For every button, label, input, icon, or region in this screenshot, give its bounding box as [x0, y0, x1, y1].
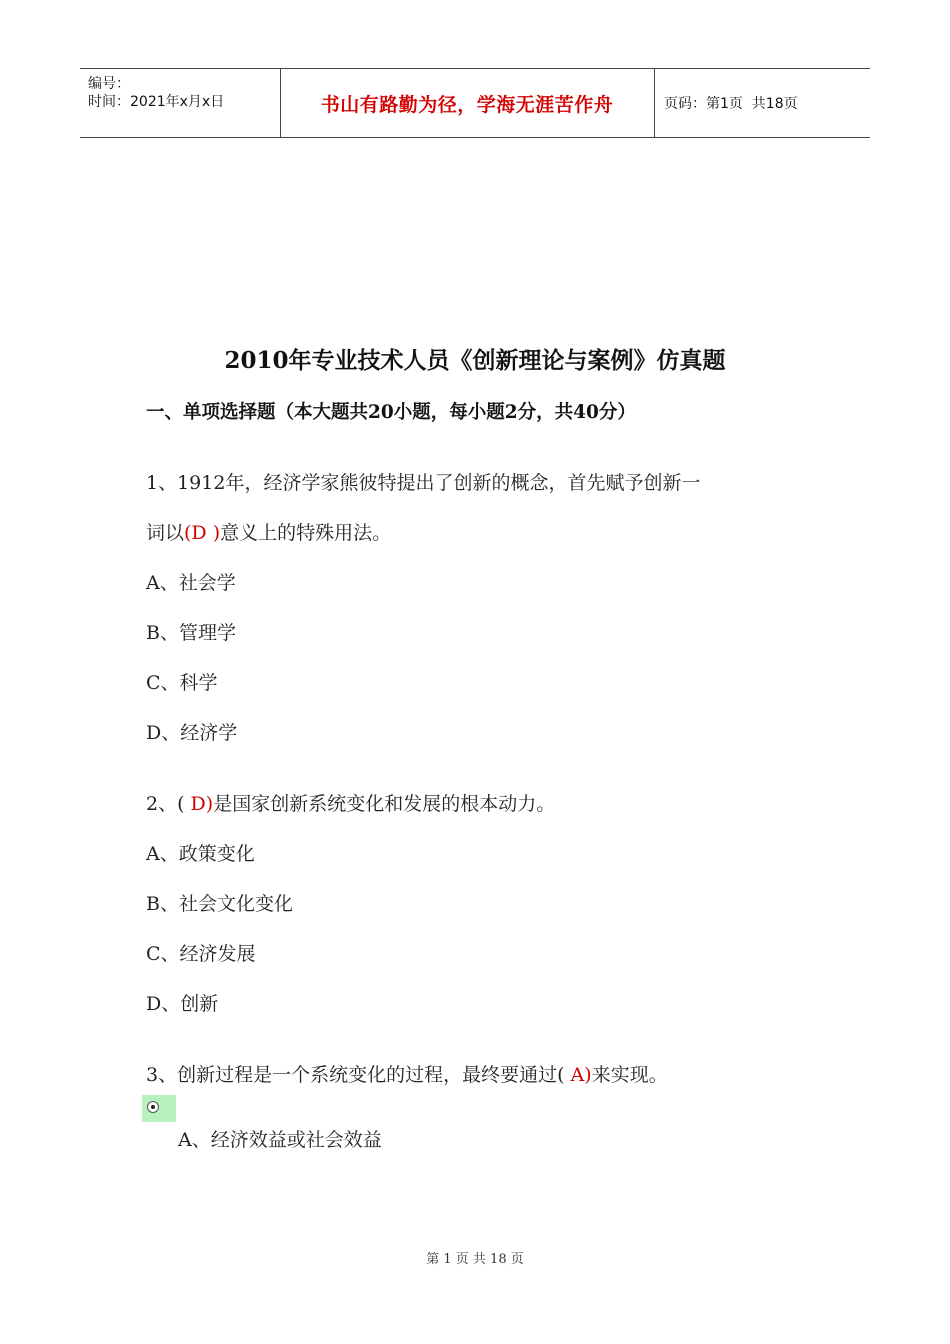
- header-page-info: 页码：第1页 共18页: [664, 96, 798, 112]
- section-title: 一、单项选择题（本大题共20小题，每小题2分，共40分）: [146, 402, 636, 423]
- option-c: C、经济发展: [146, 943, 256, 965]
- header-motto: 书山有路勤为径，学海无涯苦作舟: [320, 93, 614, 116]
- option-b: B、管理学: [146, 622, 236, 644]
- header-motto-cell: [280, 69, 655, 137]
- stem-text: 意义上的特殊用法。: [220, 522, 392, 544]
- answer-marker: D): [184, 793, 214, 815]
- number-label: 编号：: [88, 76, 130, 92]
- header-meta: [80, 69, 281, 137]
- time-label: 时间：2021年x月x日: [88, 94, 225, 110]
- stem-text: 词以: [146, 522, 185, 544]
- page-footer: 第 1 页 共 18 页: [426, 1252, 524, 1267]
- answer-marker: (D ): [184, 522, 221, 544]
- stem-text: 2、(: [146, 793, 185, 815]
- question-3-stem: [146, 1060, 668, 1087]
- radio-option-highlight[interactable]: [142, 1095, 176, 1122]
- option-b: B、社会文化变化: [146, 893, 293, 915]
- answer-marker: A): [564, 1064, 592, 1086]
- question-1-stem-line2: [146, 518, 391, 545]
- question-2-stem: [146, 789, 555, 816]
- option-a: A、社会学: [146, 572, 236, 594]
- option-c: C、科学: [146, 672, 218, 694]
- page-header: [80, 68, 870, 138]
- document-title: 2010年专业技术人员《创新理论与案例》仿真题: [224, 347, 726, 374]
- radio-button-icon[interactable]: [147, 1101, 159, 1113]
- stem-text: 来实现。: [591, 1064, 668, 1086]
- option-d: D、经济学: [146, 722, 238, 744]
- stem-text: 3、创新过程是一个系统变化的过程，最终要通过(: [146, 1064, 565, 1086]
- option-d: D、创新: [146, 993, 219, 1015]
- question-1-stem-line1: 1、1912年，经济学家熊彼特提出了创新的概念，首先赋予创新一: [146, 472, 701, 494]
- option-a: A、经济效益或社会效益: [178, 1129, 382, 1151]
- option-a: A、政策变化: [146, 843, 255, 865]
- stem-text: 是国家创新系统变化和发展的根本动力。: [213, 793, 556, 815]
